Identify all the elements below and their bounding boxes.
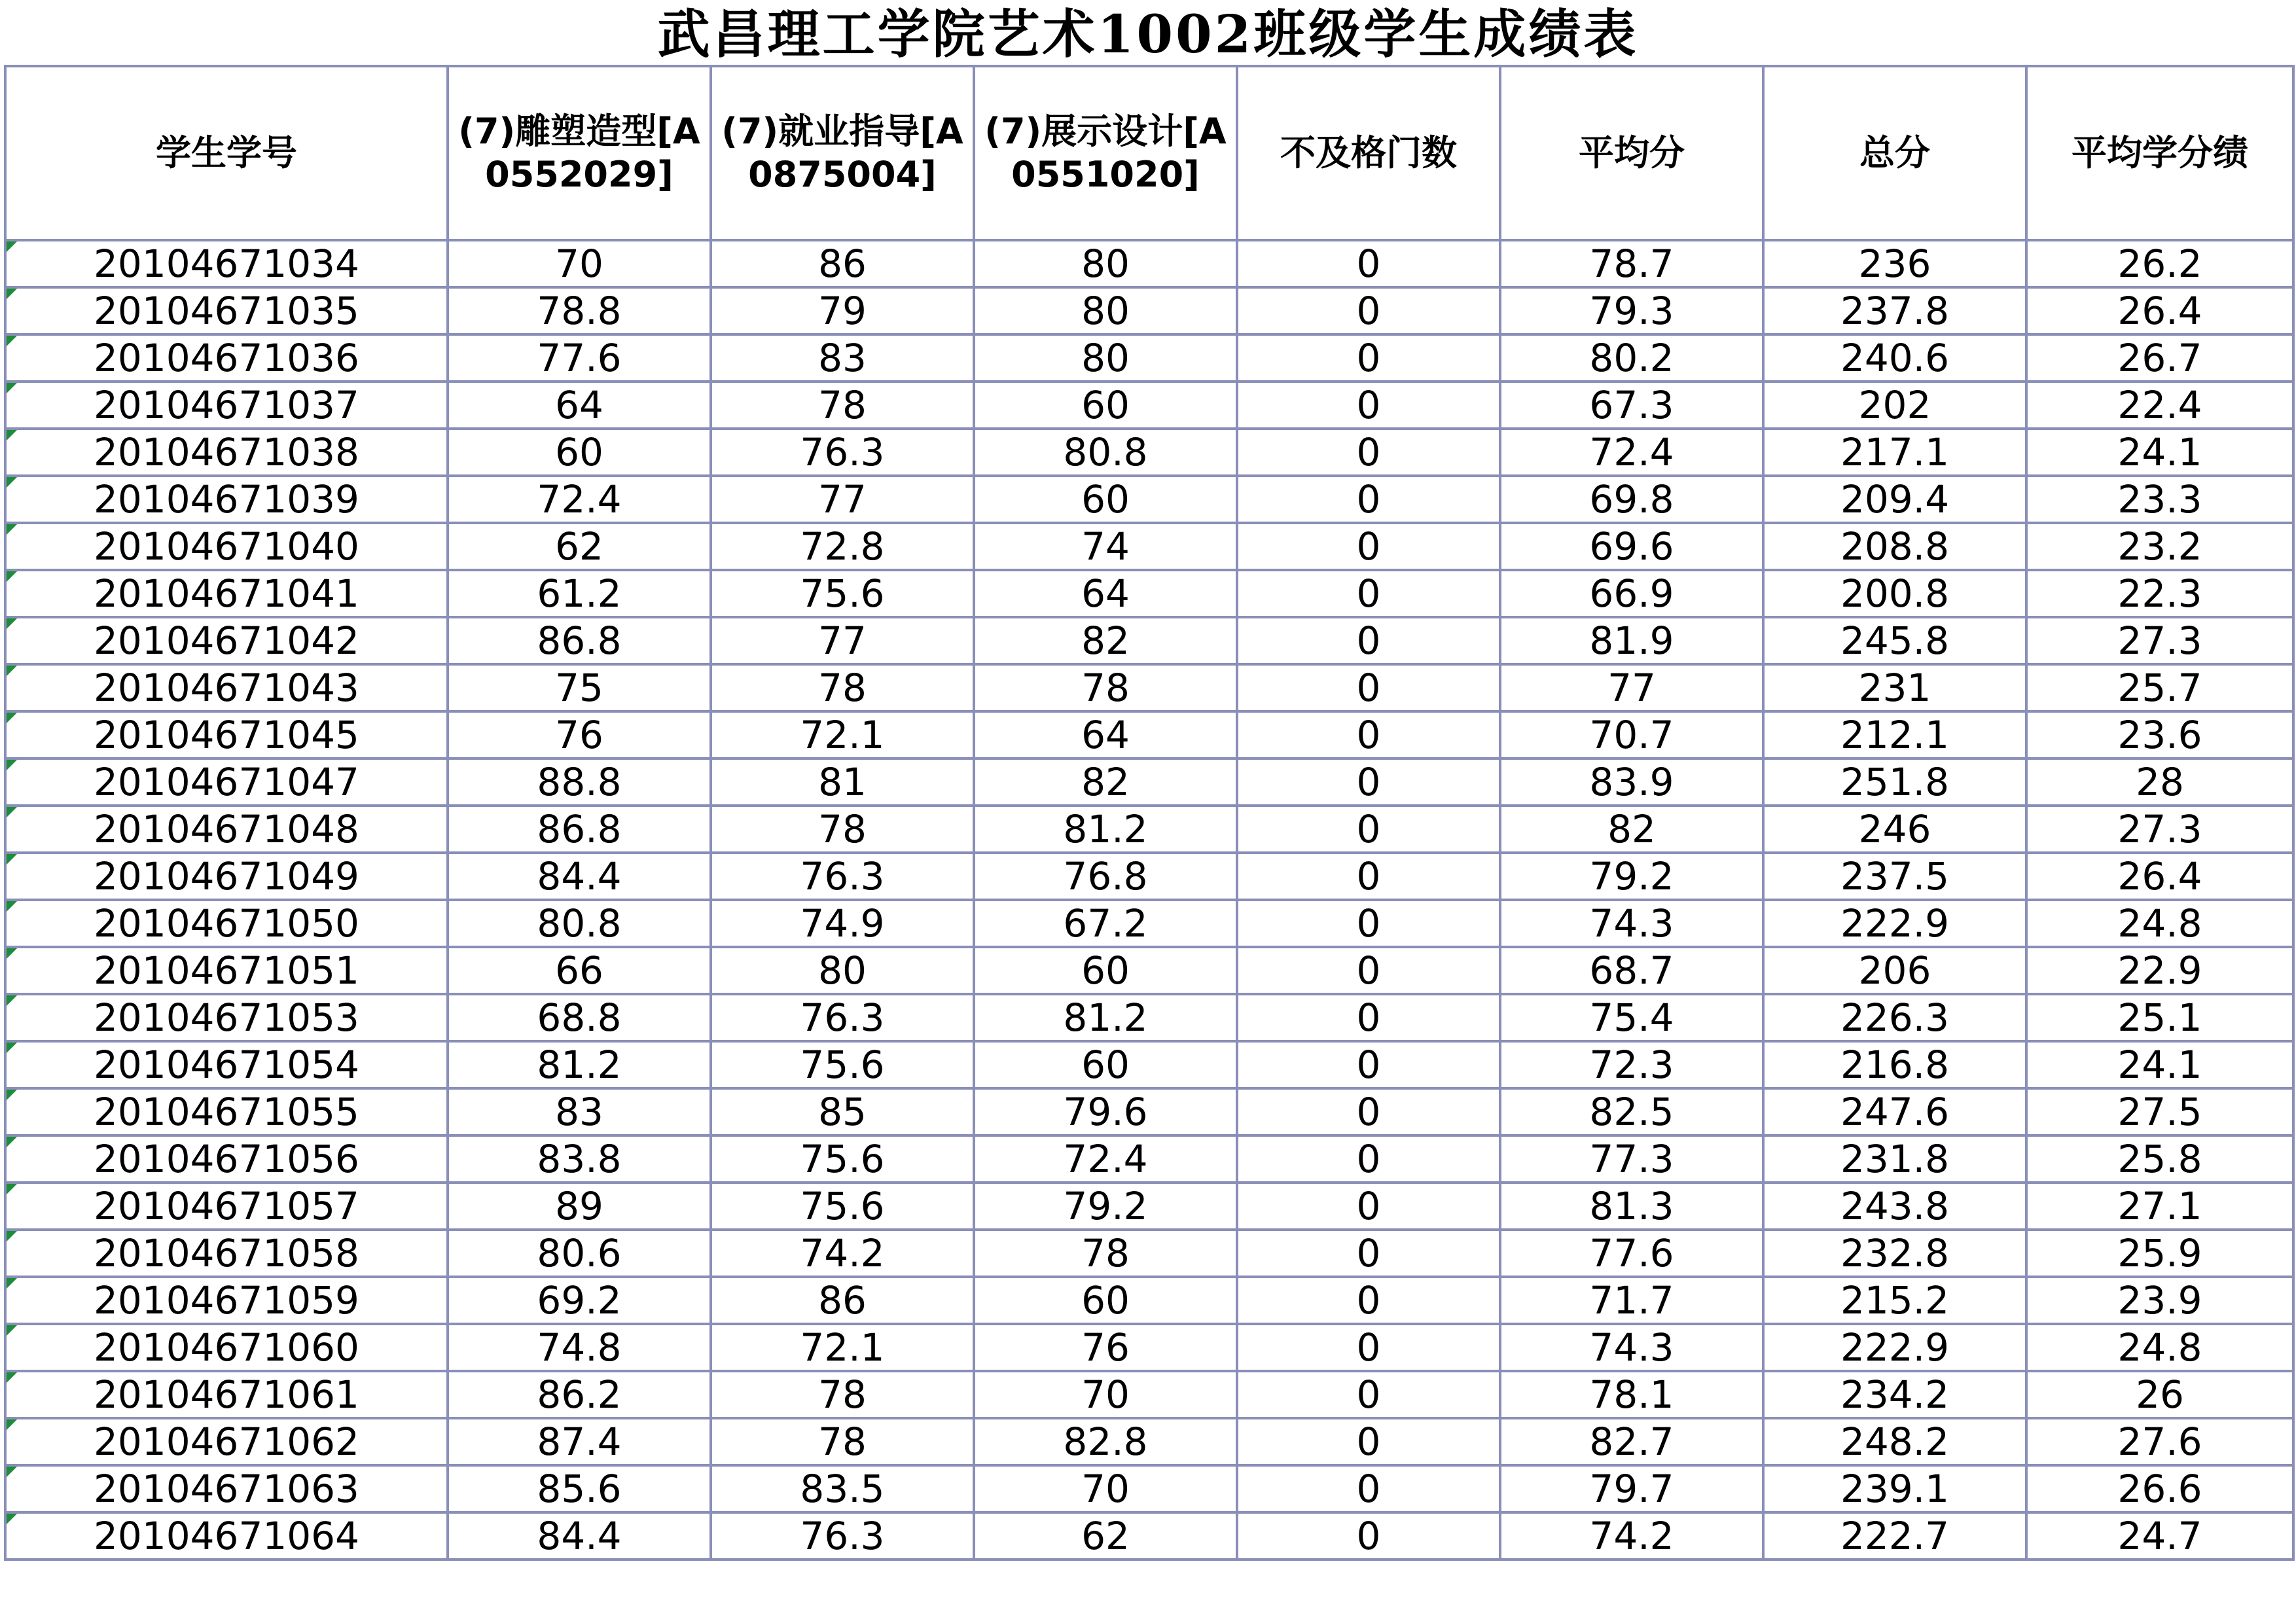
cell-avg-credit-grade[interactable]: 27.3 — [2026, 806, 2293, 853]
cell-average[interactable]: 69.8 — [1500, 476, 1763, 523]
cell-student-id[interactable]: 20104671064 — [5, 1512, 448, 1560]
cell-career-guidance[interactable]: 74.9 — [711, 900, 974, 947]
cell-career-guidance[interactable]: 76.3 — [711, 1512, 974, 1560]
cell-total[interactable]: 222.9 — [1763, 900, 2026, 947]
cell-sculpture[interactable]: 60 — [448, 429, 711, 476]
cell-sculpture[interactable]: 84.4 — [448, 1512, 711, 1560]
cell-student-id[interactable]: 20104671053 — [5, 994, 448, 1041]
header-sculpture: (7)雕塑造型[A0552029] — [448, 66, 711, 240]
cell-student-id[interactable]: 20104671040 — [5, 523, 448, 570]
cell-exhibition-design[interactable]: 80 — [974, 287, 1237, 334]
grades-table — [4, 65, 2295, 1561]
cell-total[interactable]: 251.8 — [1763, 758, 2026, 806]
cell-failed-count[interactable]: 0 — [1237, 853, 1500, 900]
cell-failed-count[interactable]: 0 — [1237, 664, 1500, 711]
cell-average[interactable]: 78.7 — [1500, 240, 1763, 287]
cell-career-guidance[interactable]: 83 — [711, 334, 974, 382]
table-row — [5, 523, 2293, 570]
cell-sculpture[interactable]: 74.8 — [448, 1324, 711, 1371]
cell-avg-credit-grade[interactable]: 22.9 — [2026, 947, 2293, 994]
table-row — [5, 664, 2293, 711]
cell-avg-credit-grade[interactable]: 25.1 — [2026, 994, 2293, 1041]
cell-total[interactable]: 247.6 — [1763, 1088, 2026, 1135]
cell-student-id[interactable]: 20104671036 — [5, 334, 448, 382]
cell-sculpture[interactable]: 86.2 — [448, 1371, 711, 1418]
cell-sculpture[interactable]: 83.8 — [448, 1135, 711, 1183]
cell-career-guidance[interactable]: 77 — [711, 617, 974, 664]
cell-student-id[interactable]: 20104671057 — [5, 1183, 448, 1230]
cell-total[interactable]: 217.1 — [1763, 429, 2026, 476]
header-exhibition-design: (7)展示设计[A0551020] — [974, 66, 1237, 240]
cell-exhibition-design[interactable]: 70 — [974, 1465, 1237, 1512]
cell-sculpture[interactable]: 87.4 — [448, 1418, 711, 1465]
cell-total[interactable]: 245.8 — [1763, 617, 2026, 664]
cell-total[interactable]: 239.1 — [1763, 1465, 2026, 1512]
table-row — [5, 711, 2293, 758]
page-title: 武昌理工学院艺术1002班级学生成绩表 — [657, 3, 1639, 65]
cell-student-id[interactable]: 20104671062 — [5, 1418, 448, 1465]
table-row — [5, 1324, 2293, 1371]
cell-total[interactable]: 208.8 — [1763, 523, 2026, 570]
cell-sculpture[interactable]: 69.2 — [448, 1277, 711, 1324]
cell-exhibition-design[interactable]: 78 — [974, 664, 1237, 711]
table-row — [5, 1418, 2293, 1465]
cell-average[interactable]: 77.6 — [1500, 1230, 1763, 1277]
table-row — [5, 1183, 2293, 1230]
cell-total[interactable]: 231 — [1763, 664, 2026, 711]
cell-failed-count[interactable]: 0 — [1237, 617, 1500, 664]
cell-total[interactable]: 237.5 — [1763, 853, 2026, 900]
cell-avg-credit-grade[interactable]: 25.7 — [2026, 664, 2293, 711]
cell-sculpture[interactable]: 85.6 — [448, 1465, 711, 1512]
cell-avg-credit-grade[interactable]: 27.3 — [2026, 617, 2293, 664]
cell-sculpture[interactable]: 75 — [448, 664, 711, 711]
cell-student-id[interactable]: 20104671056 — [5, 1135, 448, 1183]
cell-failed-count[interactable]: 0 — [1237, 1512, 1500, 1560]
cell-avg-credit-grade[interactable]: 24.8 — [2026, 900, 2293, 947]
cell-average[interactable]: 79.3 — [1500, 287, 1763, 334]
cell-total[interactable]: 248.2 — [1763, 1418, 2026, 1465]
cell-sculpture[interactable]: 62 — [448, 523, 711, 570]
cell-exhibition-design[interactable]: 67.2 — [974, 900, 1237, 947]
cell-student-id[interactable]: 20104671058 — [5, 1230, 448, 1277]
cell-average[interactable]: 74.2 — [1500, 1512, 1763, 1560]
cell-student-id[interactable]: 20104671034 — [5, 240, 448, 287]
cell-exhibition-design[interactable]: 82 — [974, 758, 1237, 806]
table-row — [5, 476, 2293, 523]
table-row — [5, 1512, 2293, 1560]
cell-total[interactable]: 226.3 — [1763, 994, 2026, 1041]
cell-avg-credit-grade[interactable]: 28 — [2026, 758, 2293, 806]
cell-avg-credit-grade[interactable]: 26 — [2026, 1371, 2293, 1418]
table-row — [5, 334, 2293, 382]
cell-student-id[interactable]: 20104671042 — [5, 617, 448, 664]
cell-sculpture[interactable]: 86.8 — [448, 617, 711, 664]
cell-failed-count[interactable]: 0 — [1237, 240, 1500, 287]
cell-failed-count[interactable]: 0 — [1237, 1088, 1500, 1135]
cell-average[interactable]: 66.9 — [1500, 570, 1763, 617]
cell-average[interactable]: 80.2 — [1500, 334, 1763, 382]
cell-exhibition-design[interactable]: 78 — [974, 1230, 1237, 1277]
cell-career-guidance[interactable]: 72.1 — [711, 711, 974, 758]
table-row — [5, 1135, 2293, 1183]
cell-exhibition-design[interactable]: 72.4 — [974, 1135, 1237, 1183]
cell-total[interactable]: 234.2 — [1763, 1371, 2026, 1418]
table-row — [5, 1371, 2293, 1418]
cell-average[interactable]: 83.9 — [1500, 758, 1763, 806]
cell-total[interactable]: 222.9 — [1763, 1324, 2026, 1371]
cell-average[interactable]: 68.7 — [1500, 947, 1763, 994]
cell-avg-credit-grade[interactable]: 23.6 — [2026, 711, 2293, 758]
cell-avg-credit-grade[interactable]: 26.4 — [2026, 853, 2293, 900]
cell-student-id[interactable]: 20104671035 — [5, 287, 448, 334]
cell-career-guidance[interactable]: 78 — [711, 1418, 974, 1465]
cell-average[interactable]: 72.3 — [1500, 1041, 1763, 1088]
cell-sculpture[interactable]: 86.8 — [448, 806, 711, 853]
cell-exhibition-design[interactable]: 60 — [974, 382, 1237, 429]
cell-student-id[interactable]: 20104671054 — [5, 1041, 448, 1088]
cell-average[interactable]: 70.7 — [1500, 711, 1763, 758]
cell-total[interactable]: 246 — [1763, 806, 2026, 853]
cell-avg-credit-grade[interactable]: 26.4 — [2026, 287, 2293, 334]
cell-avg-credit-grade[interactable]: 23.3 — [2026, 476, 2293, 523]
cell-career-guidance[interactable]: 78 — [711, 664, 974, 711]
table-row — [5, 429, 2293, 476]
cell-exhibition-design[interactable]: 76.8 — [974, 853, 1237, 900]
cell-failed-count[interactable]: 0 — [1237, 758, 1500, 806]
cell-total[interactable]: 236 — [1763, 240, 2026, 287]
table-row — [5, 1230, 2293, 1277]
table-body — [5, 240, 2293, 1560]
cell-career-guidance[interactable]: 72.1 — [711, 1324, 974, 1371]
cell-sculpture[interactable]: 80.8 — [448, 900, 711, 947]
cell-student-id[interactable]: 20104671049 — [5, 853, 448, 900]
cell-student-id[interactable]: 20104671038 — [5, 429, 448, 476]
cell-avg-credit-grade[interactable]: 22.3 — [2026, 570, 2293, 617]
cell-total[interactable]: 243.8 — [1763, 1183, 2026, 1230]
cell-student-id[interactable]: 20104671037 — [5, 382, 448, 429]
cell-avg-credit-grade[interactable]: 22.4 — [2026, 382, 2293, 429]
cell-sculpture[interactable]: 89 — [448, 1183, 711, 1230]
cell-failed-count[interactable]: 0 — [1237, 570, 1500, 617]
cell-exhibition-design[interactable]: 79.6 — [974, 1088, 1237, 1135]
cell-failed-count[interactable]: 0 — [1237, 806, 1500, 853]
cell-average[interactable]: 82.7 — [1500, 1418, 1763, 1465]
cell-sculpture[interactable]: 61.2 — [448, 570, 711, 617]
cell-failed-count[interactable]: 0 — [1237, 994, 1500, 1041]
cell-total[interactable]: 222.7 — [1763, 1512, 2026, 1560]
cell-career-guidance[interactable]: 86 — [711, 240, 974, 287]
cell-student-id[interactable]: 20104671048 — [5, 806, 448, 853]
cell-average[interactable]: 78.1 — [1500, 1371, 1763, 1418]
header-row — [5, 66, 2293, 240]
cell-average[interactable]: 67.3 — [1500, 382, 1763, 429]
cell-avg-credit-grade[interactable]: 26.6 — [2026, 1465, 2293, 1512]
cell-career-guidance[interactable]: 78 — [711, 1371, 974, 1418]
cell-failed-count[interactable]: 0 — [1237, 900, 1500, 947]
cell-career-guidance[interactable]: 76.3 — [711, 429, 974, 476]
cell-exhibition-design[interactable]: 74 — [974, 523, 1237, 570]
cell-total[interactable]: 206 — [1763, 947, 2026, 994]
table-row — [5, 617, 2293, 664]
cell-exhibition-design[interactable]: 82.8 — [974, 1418, 1237, 1465]
cell-exhibition-design[interactable]: 60 — [974, 1041, 1237, 1088]
cell-failed-count[interactable]: 0 — [1237, 1277, 1500, 1324]
cell-total[interactable]: 240.6 — [1763, 334, 2026, 382]
cell-failed-count[interactable]: 0 — [1237, 523, 1500, 570]
cell-failed-count[interactable]: 0 — [1237, 1418, 1500, 1465]
cell-average[interactable]: 74.3 — [1500, 900, 1763, 947]
cell-failed-count[interactable]: 0 — [1237, 1371, 1500, 1418]
cell-sculpture[interactable]: 68.8 — [448, 994, 711, 1041]
cell-total[interactable]: 232.8 — [1763, 1230, 2026, 1277]
cell-avg-credit-grade[interactable]: 24.1 — [2026, 1041, 2293, 1088]
cell-sculpture[interactable]: 78.8 — [448, 287, 711, 334]
cell-sculpture[interactable]: 84.4 — [448, 853, 711, 900]
header-student-id: 学生学号 — [5, 66, 448, 240]
cell-failed-count[interactable]: 0 — [1237, 1230, 1500, 1277]
cell-failed-count[interactable]: 0 — [1237, 1324, 1500, 1371]
cell-career-guidance[interactable]: 78 — [711, 382, 974, 429]
cell-career-guidance[interactable]: 83.5 — [711, 1465, 974, 1512]
cell-failed-count[interactable]: 0 — [1237, 334, 1500, 382]
cell-average[interactable]: 74.3 — [1500, 1324, 1763, 1371]
cell-sculpture[interactable]: 70 — [448, 240, 711, 287]
cell-avg-credit-grade[interactable]: 27.5 — [2026, 1088, 2293, 1135]
cell-sculpture[interactable]: 80.6 — [448, 1230, 711, 1277]
header-failed-count: 不及格门数 — [1237, 66, 1500, 240]
cell-exhibition-design[interactable]: 81.2 — [974, 994, 1237, 1041]
cell-student-id[interactable]: 20104671047 — [5, 758, 448, 806]
cell-sculpture[interactable]: 66 — [448, 947, 711, 994]
table-row — [5, 287, 2293, 334]
cell-total[interactable]: 216.8 — [1763, 1041, 2026, 1088]
cell-career-guidance[interactable]: 79 — [711, 287, 974, 334]
cell-career-guidance[interactable]: 77 — [711, 476, 974, 523]
cell-avg-credit-grade[interactable]: 24.8 — [2026, 1324, 2293, 1371]
table-row — [5, 947, 2293, 994]
cell-average[interactable]: 79.2 — [1500, 853, 1763, 900]
cell-avg-credit-grade[interactable]: 23.9 — [2026, 1277, 2293, 1324]
header-avg-credit-grade: 平均学分绩 — [2026, 66, 2293, 240]
cell-sculpture[interactable]: 88.8 — [448, 758, 711, 806]
cell-sculpture[interactable]: 76 — [448, 711, 711, 758]
cell-student-id[interactable]: 20104671050 — [5, 900, 448, 947]
cell-exhibition-design[interactable]: 80 — [974, 240, 1237, 287]
cell-exhibition-design[interactable]: 82 — [974, 617, 1237, 664]
cell-sculpture[interactable]: 64 — [448, 382, 711, 429]
cell-average[interactable]: 72.4 — [1500, 429, 1763, 476]
cell-career-guidance[interactable]: 85 — [711, 1088, 974, 1135]
table-row — [5, 240, 2293, 287]
cell-exhibition-design[interactable]: 79.2 — [974, 1183, 1237, 1230]
cell-average[interactable]: 77 — [1500, 664, 1763, 711]
cell-career-guidance[interactable]: 75.6 — [711, 1183, 974, 1230]
cell-exhibition-design[interactable]: 81.2 — [974, 806, 1237, 853]
cell-career-guidance[interactable]: 86 — [711, 1277, 974, 1324]
table-row — [5, 853, 2293, 900]
cell-failed-count[interactable]: 0 — [1237, 476, 1500, 523]
cell-average[interactable]: 79.7 — [1500, 1465, 1763, 1512]
cell-career-guidance[interactable]: 76.3 — [711, 853, 974, 900]
cell-career-guidance[interactable]: 78 — [711, 806, 974, 853]
cell-failed-count[interactable]: 0 — [1237, 1183, 1500, 1230]
cell-student-id[interactable]: 20104671043 — [5, 664, 448, 711]
cell-average[interactable]: 82 — [1500, 806, 1763, 853]
cell-avg-credit-grade[interactable]: 26.7 — [2026, 334, 2293, 382]
table-row — [5, 382, 2293, 429]
table-row — [5, 1277, 2293, 1324]
cell-avg-credit-grade[interactable]: 27.1 — [2026, 1183, 2293, 1230]
cell-exhibition-design[interactable]: 60 — [974, 476, 1237, 523]
table-row — [5, 994, 2293, 1041]
cell-failed-count[interactable]: 0 — [1237, 287, 1500, 334]
table-row — [5, 806, 2293, 853]
cell-failed-count[interactable]: 0 — [1237, 947, 1500, 994]
cell-average[interactable]: 75.4 — [1500, 994, 1763, 1041]
cell-student-id[interactable]: 20104671060 — [5, 1324, 448, 1371]
cell-average[interactable]: 77.3 — [1500, 1135, 1763, 1183]
cell-failed-count[interactable]: 0 — [1237, 711, 1500, 758]
table-row — [5, 1088, 2293, 1135]
table-row — [5, 570, 2293, 617]
cell-average[interactable]: 71.7 — [1500, 1277, 1763, 1324]
cell-average[interactable]: 81.3 — [1500, 1183, 1763, 1230]
cell-sculpture[interactable]: 77.6 — [448, 334, 711, 382]
cell-total[interactable]: 212.1 — [1763, 711, 2026, 758]
cell-student-id[interactable]: 20104671051 — [5, 947, 448, 994]
cell-student-id[interactable]: 20104671061 — [5, 1371, 448, 1418]
table-row — [5, 758, 2293, 806]
cell-avg-credit-grade[interactable]: 24.7 — [2026, 1512, 2293, 1560]
cell-student-id[interactable]: 20104671059 — [5, 1277, 448, 1324]
cell-student-id[interactable]: 20104671039 — [5, 476, 448, 523]
cell-exhibition-design[interactable]: 64 — [974, 711, 1237, 758]
cell-total[interactable]: 202 — [1763, 382, 2026, 429]
cell-sculpture[interactable]: 81.2 — [448, 1041, 711, 1088]
cell-average[interactable]: 82.5 — [1500, 1088, 1763, 1135]
cell-avg-credit-grade[interactable]: 26.2 — [2026, 240, 2293, 287]
cell-student-id[interactable]: 20104671045 — [5, 711, 448, 758]
cell-career-guidance[interactable]: 75.6 — [711, 1041, 974, 1088]
cell-career-guidance[interactable]: 76.3 — [711, 994, 974, 1041]
cell-career-guidance[interactable]: 75.6 — [711, 570, 974, 617]
cell-failed-count[interactable]: 0 — [1237, 382, 1500, 429]
cell-failed-count[interactable]: 0 — [1237, 1465, 1500, 1512]
cell-total[interactable]: 209.4 — [1763, 476, 2026, 523]
cell-career-guidance[interactable]: 75.6 — [711, 1135, 974, 1183]
cell-avg-credit-grade[interactable]: 25.9 — [2026, 1230, 2293, 1277]
cell-average[interactable]: 69.6 — [1500, 523, 1763, 570]
cell-exhibition-design[interactable]: 80 — [974, 334, 1237, 382]
header-total: 总分 — [1763, 66, 2026, 240]
cell-sculpture[interactable]: 72.4 — [448, 476, 711, 523]
header-career-guidance: (7)就业指导[A0875004] — [711, 66, 974, 240]
header-average: 平均分 — [1500, 66, 1763, 240]
cell-student-id[interactable]: 20104671063 — [5, 1465, 448, 1512]
table-row — [5, 900, 2293, 947]
cell-career-guidance[interactable]: 81 — [711, 758, 974, 806]
cell-total[interactable]: 237.8 — [1763, 287, 2026, 334]
cell-career-guidance[interactable]: 74.2 — [711, 1230, 974, 1277]
table-row — [5, 1041, 2293, 1088]
cell-exhibition-design[interactable]: 76 — [974, 1324, 1237, 1371]
cell-avg-credit-grade[interactable]: 24.1 — [2026, 429, 2293, 476]
cell-exhibition-design[interactable]: 70 — [974, 1371, 1237, 1418]
cell-failed-count[interactable]: 0 — [1237, 1135, 1500, 1183]
cell-avg-credit-grade[interactable]: 23.2 — [2026, 523, 2293, 570]
cell-career-guidance[interactable]: 72.8 — [711, 523, 974, 570]
table-row — [5, 1465, 2293, 1512]
cell-avg-credit-grade[interactable]: 27.6 — [2026, 1418, 2293, 1465]
cell-avg-credit-grade[interactable]: 25.8 — [2026, 1135, 2293, 1183]
cell-failed-count[interactable]: 0 — [1237, 1041, 1500, 1088]
cell-exhibition-design[interactable]: 64 — [974, 570, 1237, 617]
cell-total[interactable]: 231.8 — [1763, 1135, 2026, 1183]
cell-exhibition-design[interactable]: 80.8 — [974, 429, 1237, 476]
cell-exhibition-design[interactable]: 62 — [974, 1512, 1237, 1560]
cell-total[interactable]: 215.2 — [1763, 1277, 2026, 1324]
cell-failed-count[interactable]: 0 — [1237, 429, 1500, 476]
cell-total[interactable]: 200.8 — [1763, 570, 2026, 617]
cell-exhibition-design[interactable]: 60 — [974, 1277, 1237, 1324]
cell-student-id[interactable]: 20104671041 — [5, 570, 448, 617]
cell-student-id[interactable]: 20104671055 — [5, 1088, 448, 1135]
cell-sculpture[interactable]: 83 — [448, 1088, 711, 1135]
cell-average[interactable]: 81.9 — [1500, 617, 1763, 664]
cell-career-guidance[interactable]: 80 — [711, 947, 974, 994]
cell-exhibition-design[interactable]: 60 — [974, 947, 1237, 994]
